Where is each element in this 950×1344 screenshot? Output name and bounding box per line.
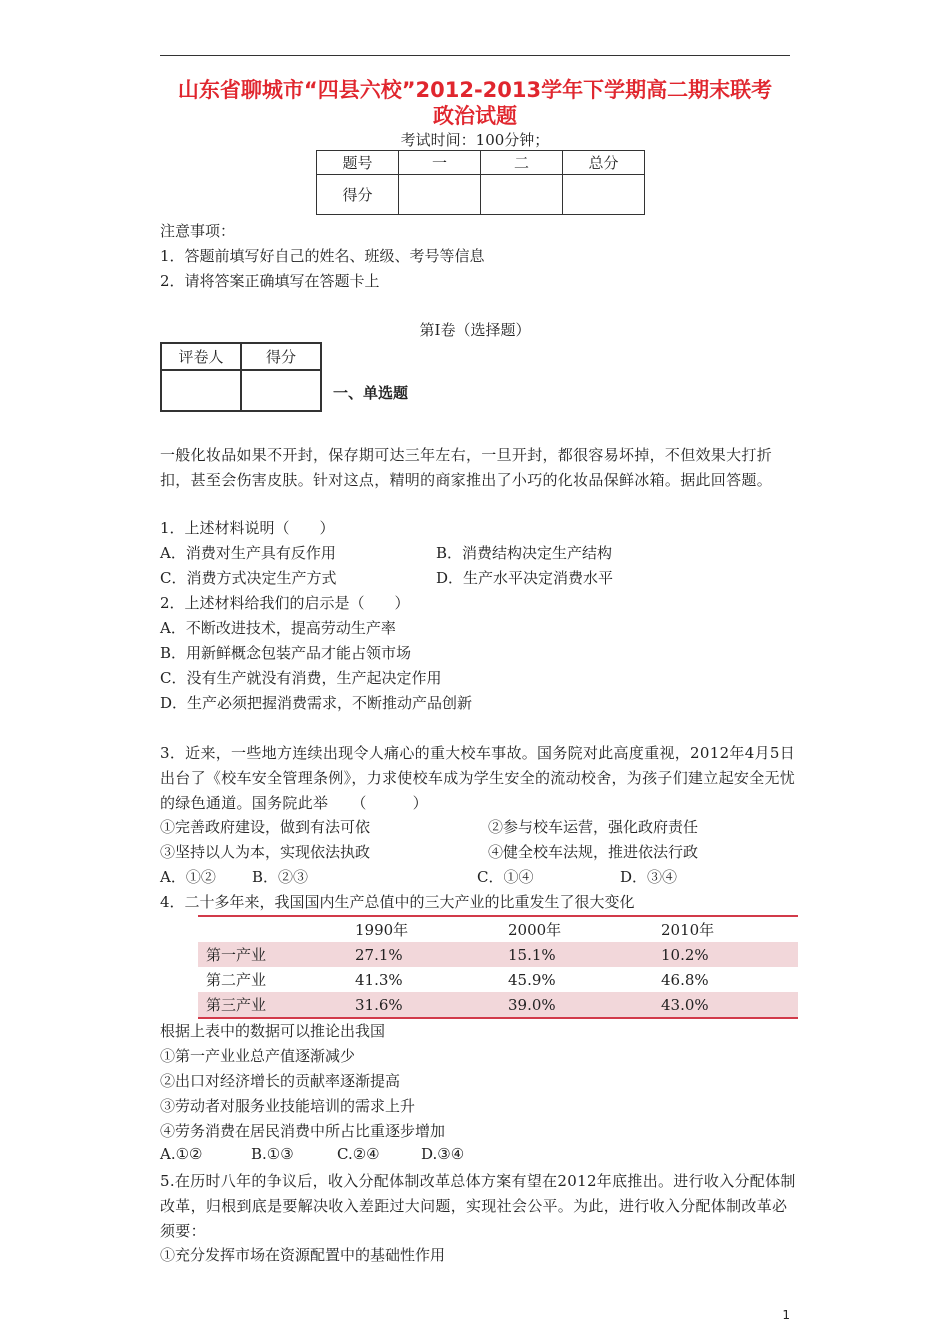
score-header-cell: 二: [481, 151, 563, 175]
score-cell: [481, 175, 563, 215]
statement-item: ④健全校车法规，推进依法行政: [488, 843, 699, 861]
table-header-cell: 2010年: [661, 921, 715, 939]
page-subtitle: 政治试题: [433, 104, 517, 128]
table-header-cell: 1990年: [355, 921, 409, 939]
grader-header-cell: 得分: [241, 343, 321, 370]
option: B．用新鲜概念包装产品才能占领市场: [160, 644, 412, 662]
table-header-cell: [198, 916, 347, 942]
score-row-label: 得分: [317, 175, 399, 215]
grader-cell: [161, 370, 241, 411]
option: A.①②: [160, 1145, 203, 1163]
option: D．③④: [620, 868, 678, 886]
option: B．②③: [252, 868, 309, 886]
score-header-cell: 一: [399, 151, 481, 175]
question-stem: 2．上述材料给我们的启示是（ ）: [160, 594, 410, 612]
table-row: [198, 942, 798, 967]
option: C．没有生产就没有消费，生产起决定作用: [160, 669, 442, 687]
option: B.①③: [251, 1145, 294, 1163]
option: C．①④: [477, 868, 534, 886]
section-title: 一、单选题: [333, 384, 409, 402]
part-title: 第I卷（选择题）: [419, 321, 531, 339]
exam-time: 考试时间：100分钟；: [400, 131, 550, 149]
table-header-cell: 2000年: [508, 921, 562, 939]
score-cell: [399, 175, 481, 215]
score-cell: [563, 175, 645, 215]
question-stem: 1．上述材料说明（ ）: [160, 519, 335, 537]
option: C．消费方式决定生产方式: [160, 569, 337, 587]
table-cell: 46.8%: [661, 970, 709, 989]
notice-item: 2．请将答案正确填写在答题卡上: [160, 272, 380, 290]
statement-item: ④劳务消费在居民消费中所占比重逐步增加: [160, 1122, 446, 1140]
table-cell: 39.0%: [500, 992, 653, 1018]
statement-item: ②出口对经济增长的贡献率逐渐提高: [160, 1072, 401, 1090]
table-row: [198, 992, 798, 1018]
statement-item: ③坚持以人为本，实现依法执政: [160, 843, 371, 861]
table-cell: 45.9%: [508, 970, 556, 989]
option: D．生产必须把握消费需求，不断推动产品创新: [160, 694, 473, 712]
option: A．不断改进技术，提高劳动生产率: [160, 619, 396, 637]
score-header-cell: 题号: [317, 151, 399, 175]
score-header-cell: 总分: [563, 151, 645, 175]
option: D.③④: [421, 1145, 465, 1163]
grader-header-cell: 评卷人: [161, 343, 241, 370]
page-title: 山东省聊城市“四县六校”2012-2013学年下学期高二期末联考: [177, 78, 773, 102]
option: D．生产水平决定消费水平: [436, 569, 614, 587]
notice-heading: 注意事项：: [160, 222, 236, 240]
statement-item: ②参与校车运营，强化政府责任: [488, 818, 699, 836]
table-cell: 43.0%: [653, 992, 798, 1018]
option: C.②④: [337, 1145, 380, 1163]
question-lead: 根据上表中的数据可以推论出我国: [160, 1022, 386, 1040]
grader-cell: [241, 370, 321, 411]
industry-share-table: [198, 915, 798, 1019]
top-rule: [160, 55, 790, 56]
question-stem: 3．近来，一些地方连续出现令人痛心的重大校车事故。国务院对此高度重视，2012年4月5日出台了《校车安全管理条例》，力求使校车成为学生安全的流动校舍，为孩子们建立起安全无忧的绿色通道。国务院此举 （ ）: [160, 744, 796, 812]
notice-item: 1．答题前填写好自己的姓名、班级、考号等信息: [160, 247, 485, 265]
question-stem: 5.在历时八年的争议后，收入分配体制改革总体方案有望在2012年底推出。进行收入分配体制改革，归根到底是要解决收入差距过大问题，实现社会公平。为此，进行收入分配体制改革必须要：: [160, 1172, 796, 1240]
grader-table: [160, 342, 322, 412]
statement-item: ①第一产业业总产值逐渐减少: [160, 1047, 356, 1065]
material-paragraph: 一般化妆品如果不开封，保存期可达三年左右，一旦开封，都很容易坏掉，不但效果大打折扣，甚至会伤害皮肤。针对这点，精明的商家推出了小巧的化妆品保鲜冰箱。据此回答题。: [160, 446, 773, 489]
table-cell: 41.3%: [355, 970, 403, 989]
table-cell: 第二产业: [206, 971, 267, 989]
table-cell: 第一产业: [198, 942, 347, 967]
statement-item: ①充分发挥市场在资源配置中的基础性作用: [160, 1246, 446, 1264]
statement-item: ①完善政府建设，做到有法可依: [160, 818, 371, 836]
table-cell: 15.1%: [500, 942, 653, 967]
table-cell: 第三产业: [198, 992, 347, 1018]
page-number: 1: [782, 1308, 790, 1322]
table-cell: 31.6%: [347, 992, 500, 1018]
option: B．消费结构决定生产结构: [436, 544, 613, 562]
score-table: [316, 150, 645, 215]
table-row: [198, 967, 798, 992]
option: A．①②: [160, 868, 216, 886]
statement-item: ③劳动者对服务业技能培训的需求上升: [160, 1097, 416, 1115]
question-stem: 4．二十多年来，我国国内生产总值中的三大产业的比重发生了很大变化: [160, 893, 635, 911]
table-cell: 27.1%: [347, 942, 500, 967]
table-cell: 10.2%: [653, 942, 798, 967]
option: A．消费对生产具有反作用: [160, 544, 336, 562]
